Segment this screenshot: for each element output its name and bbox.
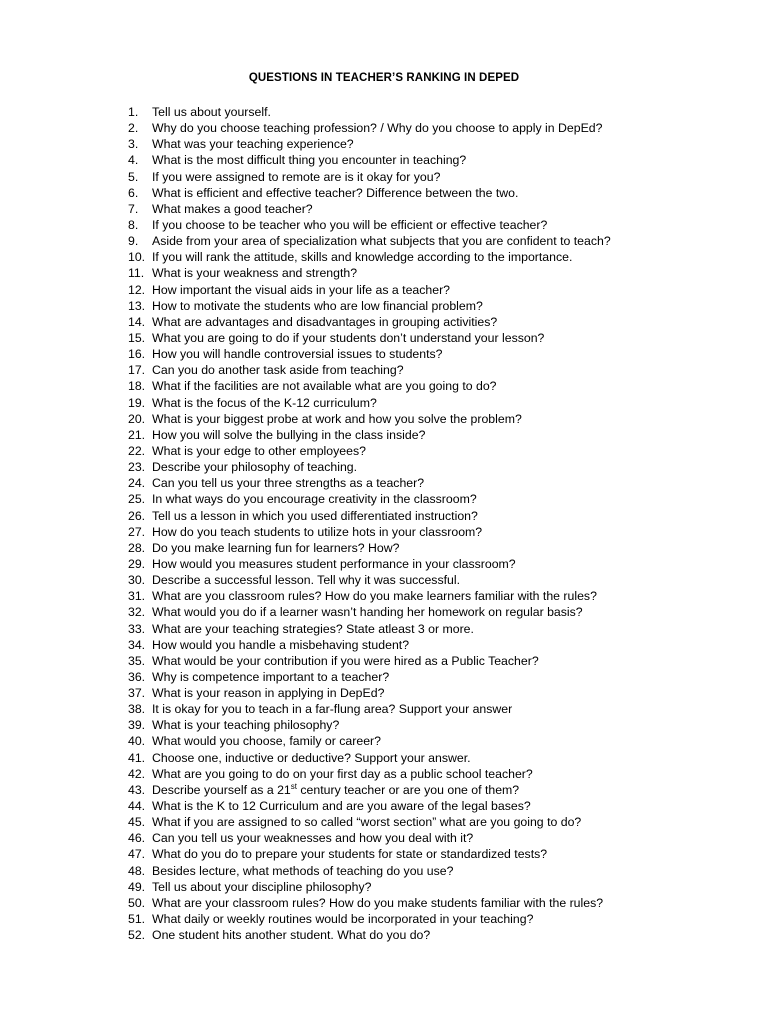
question-text: What was your teaching experience? [152,137,354,152]
question-number: 15. [128,330,146,345]
question-number: 31. [128,589,146,604]
question-number: 37. [128,686,146,701]
question-item [128,491,748,507]
question-item [128,701,748,717]
question-number: 27. [128,524,146,539]
question-text: Aside from your area of specialization what subjects that you are confident to teach? [152,234,611,249]
question-text: It is okay for you to teach in a far-flung area? Support your answer [152,702,513,717]
question-text: Why do you choose teaching profession? / Why do you choose to apply in DepEd? [152,121,603,136]
question-text: What is the focus of the K-12 curriculum? [152,395,377,410]
question-number: 39. [128,718,146,733]
question-item [128,572,748,588]
question-item [128,782,748,798]
question-number: 11. [128,266,145,281]
question-text: Can you do another task aside from teaching? [152,363,404,378]
question-item [128,201,748,217]
question-item [128,766,748,782]
question-text: What is your weakness and strength? [152,266,358,281]
question-number: 25. [128,492,146,507]
question-text: Describe a successful lesson. Tell why it was successful. [152,573,460,588]
question-item [128,233,748,249]
question-text: In what ways do you encourage creativity in the classroom? [152,492,477,507]
question-item [128,846,748,862]
question-item [128,733,748,749]
question-text: Besides lecture, what methods of teaching do you use? [152,863,454,878]
question-item [128,282,748,298]
question-item [128,879,748,895]
question-number: 49. [128,879,146,894]
question-list [128,104,748,943]
question-text: How to motivate the students who are low financial problem? [152,298,483,313]
question-item [128,637,748,653]
question-text: Tell us a lesson in which you used differentiated instruction? [152,508,478,523]
question-text: Do you make learning fun for learners? How? [152,540,400,555]
question-number: 23. [128,460,146,475]
question-item [128,411,748,427]
question-number: 42. [128,766,146,781]
question-item [128,604,748,620]
question-text: How would you handle a misbehaving student? [152,637,410,652]
question-number: 14. [128,314,146,329]
question-item [128,185,748,201]
question-text: What is the most difficult thing you encounter in teaching? [152,153,467,168]
question-item [128,588,748,604]
question-item [128,911,748,927]
question-number: 4. [128,153,139,168]
question-number: 19. [128,395,146,410]
question-item [128,378,748,394]
question-item [128,798,748,814]
question-number: 35. [128,653,146,668]
question-item [128,750,748,766]
question-text: If you choose to be teacher who you will be efficient or effective teacher? [152,217,548,232]
question-item [128,298,748,314]
question-number: 12. [128,282,146,297]
question-text: Describe your philosophy of teaching. [152,460,358,475]
question-number: 28. [128,540,146,555]
question-number: 9. [128,234,139,249]
question-text: What you are going to do if your students don’t understand your lesson? [152,330,545,345]
question-number: 8. [128,217,139,232]
question-number: 33. [128,621,146,636]
question-text: What is your biggest probe at work and how you solve the problem? [152,411,522,426]
question-number: 6. [128,185,139,200]
question-number: 7. [128,201,139,216]
question-text: What would you do if a learner wasn’t handing her homework on regular basis? [152,605,583,620]
question-item [128,346,748,362]
question-text: How important the visual aids in your life as a teacher? [152,282,451,297]
question-number: 5. [128,169,139,184]
question-text: Choose one, inductive or deductive? Support your answer. [152,750,471,765]
question-item [128,104,748,120]
question-item [128,120,748,136]
question-number: 16. [128,347,146,362]
question-text: What are you classroom rules? How do you make learners familiar with the rules? [152,589,597,604]
question-number: 34. [128,637,146,652]
question-text: Tell us about yourself. [152,105,271,119]
question-number: 13. [128,298,146,313]
question-number: 1. [128,105,139,119]
question-text: If you will rank the attitude, skills and knowledge according to the importance. [152,250,573,265]
question-text: Why is competence important to a teacher? [152,669,390,684]
question-text: What do you do to prepare your students for state or standardized tests? [152,847,548,862]
question-text: What if the facilities are not available what are you going to do? [152,379,497,394]
question-item [128,895,748,911]
question-text: How you will solve the bullying in the class inside? [152,427,426,442]
question-number: 52. [128,928,146,943]
question-text: What if you are assigned to so called “worst section” what are you going to do? [152,815,582,830]
question-text-part: Describe yourself as a 21 [152,782,291,797]
question-number: 29. [128,556,146,571]
question-number: 43. [128,782,146,797]
question-number: 41. [128,750,146,765]
question-item [128,540,748,556]
question-item [128,685,748,701]
question-number: 48. [128,863,146,878]
question-item [128,459,748,475]
question-text: Can you tell us your three strengths as a teacher? [152,476,425,491]
question-item [128,169,748,185]
question-item [128,524,748,540]
question-number: 45. [128,815,146,830]
question-text [152,782,519,798]
question-text: What are your classroom rules? How do you make students familiar with the rules? [152,895,604,910]
question-item [128,830,748,846]
question-text: What makes a good teacher? [152,201,313,216]
question-item [128,136,748,152]
question-text: Tell us about your discipline philosophy? [152,879,372,894]
question-number: 17. [128,363,146,378]
question-text: What is your reason in applying in DepEd? [152,686,385,701]
question-number: 26. [128,508,146,523]
question-number: 21. [128,427,146,442]
question-text: One student hits another student. What do you do? [152,928,431,943]
question-number: 46. [128,831,146,846]
question-text: Can you tell us your weaknesses and how you deal with it? [152,831,474,846]
question-text: What daily or weekly routines would be incorporated in your teaching? [152,912,534,927]
question-item [128,249,748,265]
question-number: 47. [128,847,146,862]
question-number: 32. [128,605,146,620]
question-text: What are your teaching strategies? State atleast 3 or more. [152,621,474,636]
question-text-superscript: st [290,781,297,791]
question-number: 30. [128,573,146,588]
question-number: 20. [128,411,146,426]
question-number: 2. [128,121,139,136]
question-item [128,395,748,411]
question-number: 22. [128,443,146,458]
question-item [128,508,748,524]
question-number: 24. [128,476,146,491]
question-text: If you were assigned to remote are is it okay for you? [152,169,441,184]
question-item [128,669,748,685]
question-number: 10. [128,250,146,265]
question-item [128,717,748,733]
question-item [128,217,748,233]
question-number: 36. [128,669,146,684]
question-text: What are advantages and disadvantages in grouping activities? [152,314,498,329]
question-text: What is your teaching philosophy? [152,718,340,733]
question-item [128,653,748,669]
question-text: What would you choose, family or career? [152,734,381,749]
question-text: What would be your contribution if you were hired as a Public Teacher? [152,653,539,668]
question-number: 18. [128,379,146,394]
question-text-part: century teacher or are you one of them? [296,782,520,797]
question-item [128,814,748,830]
question-item [128,330,748,346]
question-number: 3. [128,137,139,152]
question-number: 51. [128,912,146,927]
question-text: What are you going to do on your first day as a public school teacher? [152,766,533,781]
question-text: What is your edge to other employees? [152,443,366,458]
question-item [128,621,748,637]
question-item [128,475,748,491]
question-text: How do you teach students to utilize hots in your classroom? [152,524,483,539]
question-item [128,556,748,572]
question-item [128,314,748,330]
question-item [128,265,748,281]
question-number: 38. [128,702,146,717]
question-number: 40. [128,734,146,749]
question-item [128,863,748,879]
question-text: How you will handle controversial issues to students? [152,347,443,362]
question-item [128,362,748,378]
question-number: 50. [128,895,146,910]
question-text: How would you measures student performance in your classroom? [152,556,516,571]
question-item [128,152,748,168]
question-item [128,927,748,943]
question-text: What is the K to 12 Curriculum and are you aware of the legal bases? [152,799,531,814]
question-text: What is efficient and effective teacher? Difference between the two. [152,185,519,200]
document-title: QUESTIONS IN TEACHER’S RANKING IN DEPED [248,72,520,84]
question-number: 44. [128,799,146,814]
question-item [128,427,748,443]
question-item [128,443,748,459]
